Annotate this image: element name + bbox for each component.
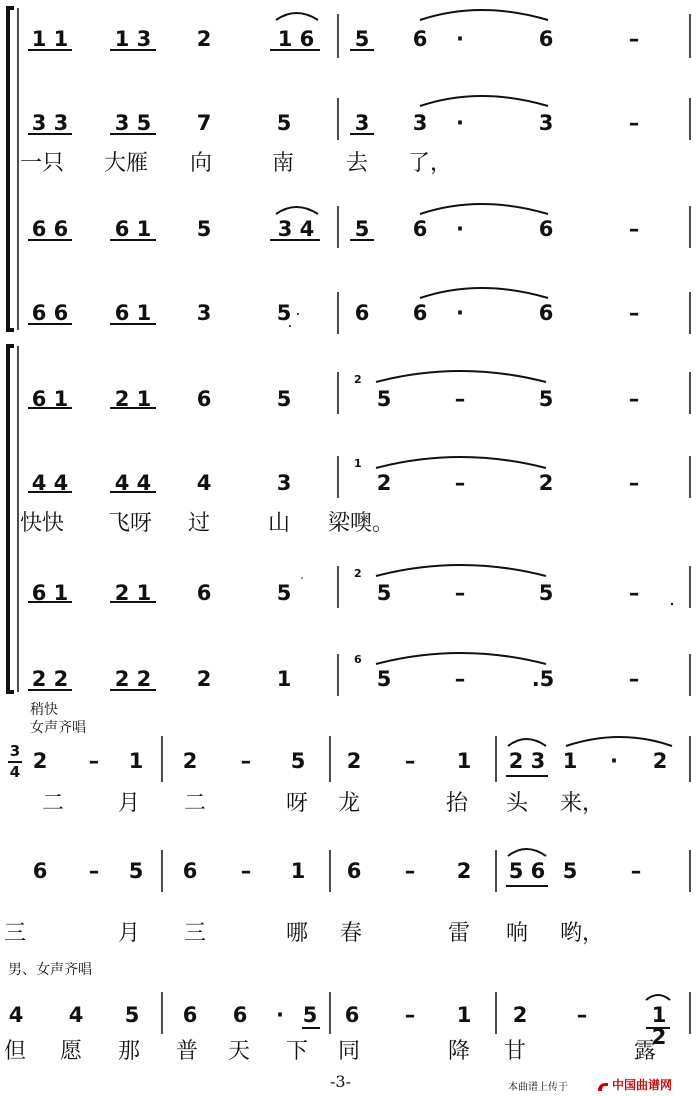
note: 5	[354, 217, 370, 241]
note: 3	[354, 111, 370, 135]
dash: –	[628, 471, 640, 495]
note-group: 6 1	[114, 217, 152, 241]
lyric: 山	[268, 511, 291, 536]
note: 1	[456, 749, 472, 773]
note: 3	[538, 111, 554, 135]
note: 5	[376, 581, 392, 605]
dot: ·	[610, 749, 618, 773]
lyric: 三	[184, 921, 207, 946]
lyric: 春	[340, 921, 363, 946]
lyric: 露	[634, 1039, 657, 1064]
lyric: 大雁	[104, 151, 149, 176]
note: 6	[538, 301, 554, 325]
note-group: 3 4	[277, 217, 315, 241]
note: 5	[290, 749, 306, 773]
credit-text: 本曲谱上传于	[508, 1082, 568, 1093]
lyric: 三	[4, 921, 27, 946]
note: 5	[538, 387, 554, 411]
lyric: 快快	[20, 511, 65, 536]
note: 2	[346, 749, 362, 773]
note: 4	[8, 1003, 24, 1027]
note: 5	[128, 859, 144, 883]
note: 5	[196, 217, 212, 241]
note: 2	[196, 667, 212, 691]
note: 2	[652, 749, 668, 773]
lyric: 呀	[286, 791, 309, 816]
lyric: 一只	[20, 151, 65, 176]
note-group: 2 2	[114, 667, 152, 691]
note: 7	[196, 111, 212, 135]
note-group: 6 1	[31, 387, 69, 411]
note: 1	[562, 749, 578, 773]
note-group: 2 3	[508, 749, 546, 773]
note: 6	[182, 859, 198, 883]
dash: –	[454, 581, 466, 605]
note: 5	[276, 111, 292, 135]
note: 2	[32, 749, 48, 773]
lyric: 降	[448, 1039, 471, 1064]
note: 5	[376, 387, 392, 411]
lyric: 向	[190, 151, 213, 176]
dot: ·	[456, 111, 464, 135]
note: 2	[456, 859, 472, 883]
lyric: 二	[42, 791, 65, 816]
note-group: 2 2	[31, 667, 69, 691]
note: 6	[538, 217, 554, 241]
note-group: 6 6	[31, 217, 69, 241]
note: 3	[196, 301, 212, 325]
note: 6	[32, 859, 48, 883]
lyric: 月	[118, 921, 141, 946]
note: 5	[124, 1003, 140, 1027]
dash: –	[404, 859, 416, 883]
tempo-marking: 稍快	[30, 702, 58, 718]
dash: –	[628, 217, 640, 241]
note: 6	[354, 301, 370, 325]
note: 1	[290, 859, 306, 883]
dash: –	[628, 27, 640, 51]
note: 5	[276, 387, 292, 411]
part-label: 男、女声齐唱	[8, 962, 92, 978]
part-label: 女声齐唱	[30, 720, 86, 736]
dash: –	[628, 387, 640, 411]
note: 5	[538, 581, 554, 605]
lyric: 二	[184, 791, 207, 816]
lyric: 头	[506, 791, 529, 816]
note: 2	[538, 471, 554, 495]
note-group: 2 1	[114, 581, 152, 605]
note-group: 1 1	[31, 27, 69, 51]
note: 6	[182, 1003, 198, 1027]
dash: –	[454, 471, 466, 495]
lyric: 但	[4, 1039, 27, 1064]
dash: –	[88, 749, 100, 773]
lyric: 下	[286, 1039, 309, 1064]
grace-note: 1	[354, 457, 362, 470]
lyric: 过	[188, 511, 211, 536]
lyric: 了，	[408, 151, 453, 176]
note: 5	[276, 301, 292, 325]
grace-note: 2	[354, 567, 362, 580]
note: 1	[456, 1003, 472, 1027]
lyric: 月	[118, 791, 141, 816]
note: 3	[276, 471, 292, 495]
grace-note: 2	[354, 373, 362, 386]
lyric: 那	[118, 1039, 141, 1064]
note-group: 2 1	[114, 387, 152, 411]
note: 4	[68, 1003, 84, 1027]
note: 3	[412, 111, 428, 135]
lyric: 愿	[60, 1039, 83, 1064]
note: 5	[376, 667, 392, 691]
dash: –	[628, 111, 640, 135]
note-group: 6 6	[31, 301, 69, 325]
lyric: 天	[228, 1039, 251, 1064]
lyric: 南	[272, 151, 295, 176]
note-group: 6 1	[31, 581, 69, 605]
note: 1	[276, 667, 292, 691]
lyric: 普	[176, 1039, 199, 1064]
note-group: 3 3	[31, 111, 69, 135]
note: 2	[196, 27, 212, 51]
dot: ·	[456, 301, 464, 325]
note: 6	[412, 301, 428, 325]
note: .5	[531, 667, 555, 691]
dot: ·	[456, 27, 464, 51]
dot: ·	[456, 217, 464, 241]
note-group: 4 4	[31, 471, 69, 495]
time-signature-bottom: 4	[9, 763, 21, 781]
dash: –	[628, 301, 640, 325]
dash: –	[404, 1003, 416, 1027]
note: 5	[354, 27, 370, 51]
dash: –	[576, 1003, 588, 1027]
note: 6	[412, 27, 428, 51]
dash: –	[240, 749, 252, 773]
note: 5	[276, 581, 292, 605]
lyric: 甘	[504, 1039, 527, 1064]
note: 2	[512, 1003, 528, 1027]
note: 6	[412, 217, 428, 241]
note-group: 3 5	[114, 111, 152, 135]
page-number: -3-	[330, 1072, 351, 1091]
note: 4	[196, 471, 212, 495]
note: 6	[232, 1003, 248, 1027]
note: 6	[196, 581, 212, 605]
dash: –	[454, 667, 466, 691]
lyric: 梁噢。	[328, 511, 395, 536]
lyric: 去	[346, 151, 369, 176]
note: 6	[538, 27, 554, 51]
note-group: 5 6	[508, 859, 546, 883]
dash: –	[628, 667, 640, 691]
grace-note: 6	[354, 653, 362, 666]
note-group: 1 3	[114, 27, 152, 51]
dash: –	[240, 859, 252, 883]
system-bracket-1	[8, 8, 14, 330]
note: 6	[196, 387, 212, 411]
lyric: 来，	[560, 791, 605, 816]
note-group: 4 4	[114, 471, 152, 495]
note: 5	[302, 1003, 318, 1027]
note: 2	[182, 749, 198, 773]
note: 1	[128, 749, 144, 773]
lyric: 龙	[338, 791, 361, 816]
time-signature-top: 3	[9, 742, 21, 760]
dash: –	[88, 859, 100, 883]
note: 5	[562, 859, 578, 883]
site-name: 中国曲谱网	[612, 1078, 673, 1092]
dash: –	[404, 749, 416, 773]
note-group: 1 2	[651, 1003, 667, 1049]
dash: –	[628, 581, 640, 605]
note-group: 6 1	[114, 301, 152, 325]
system-bracket-2	[8, 346, 14, 692]
dot: ·	[276, 1003, 284, 1027]
note-group: 1 6	[277, 27, 315, 51]
dash: –	[454, 387, 466, 411]
lyric: 同	[338, 1039, 361, 1064]
lyric: 雷	[448, 921, 471, 946]
note: 6	[346, 859, 362, 883]
site-logo-icon	[596, 1078, 610, 1090]
lyric: 哪	[286, 921, 309, 946]
note: 2	[376, 471, 392, 495]
lyric: 响	[506, 921, 529, 946]
lyric: 哟，	[560, 921, 605, 946]
lyric: 抬	[446, 791, 469, 816]
note: 6	[344, 1003, 360, 1027]
dash: –	[630, 859, 642, 883]
lyric: 飞呀	[108, 511, 153, 536]
